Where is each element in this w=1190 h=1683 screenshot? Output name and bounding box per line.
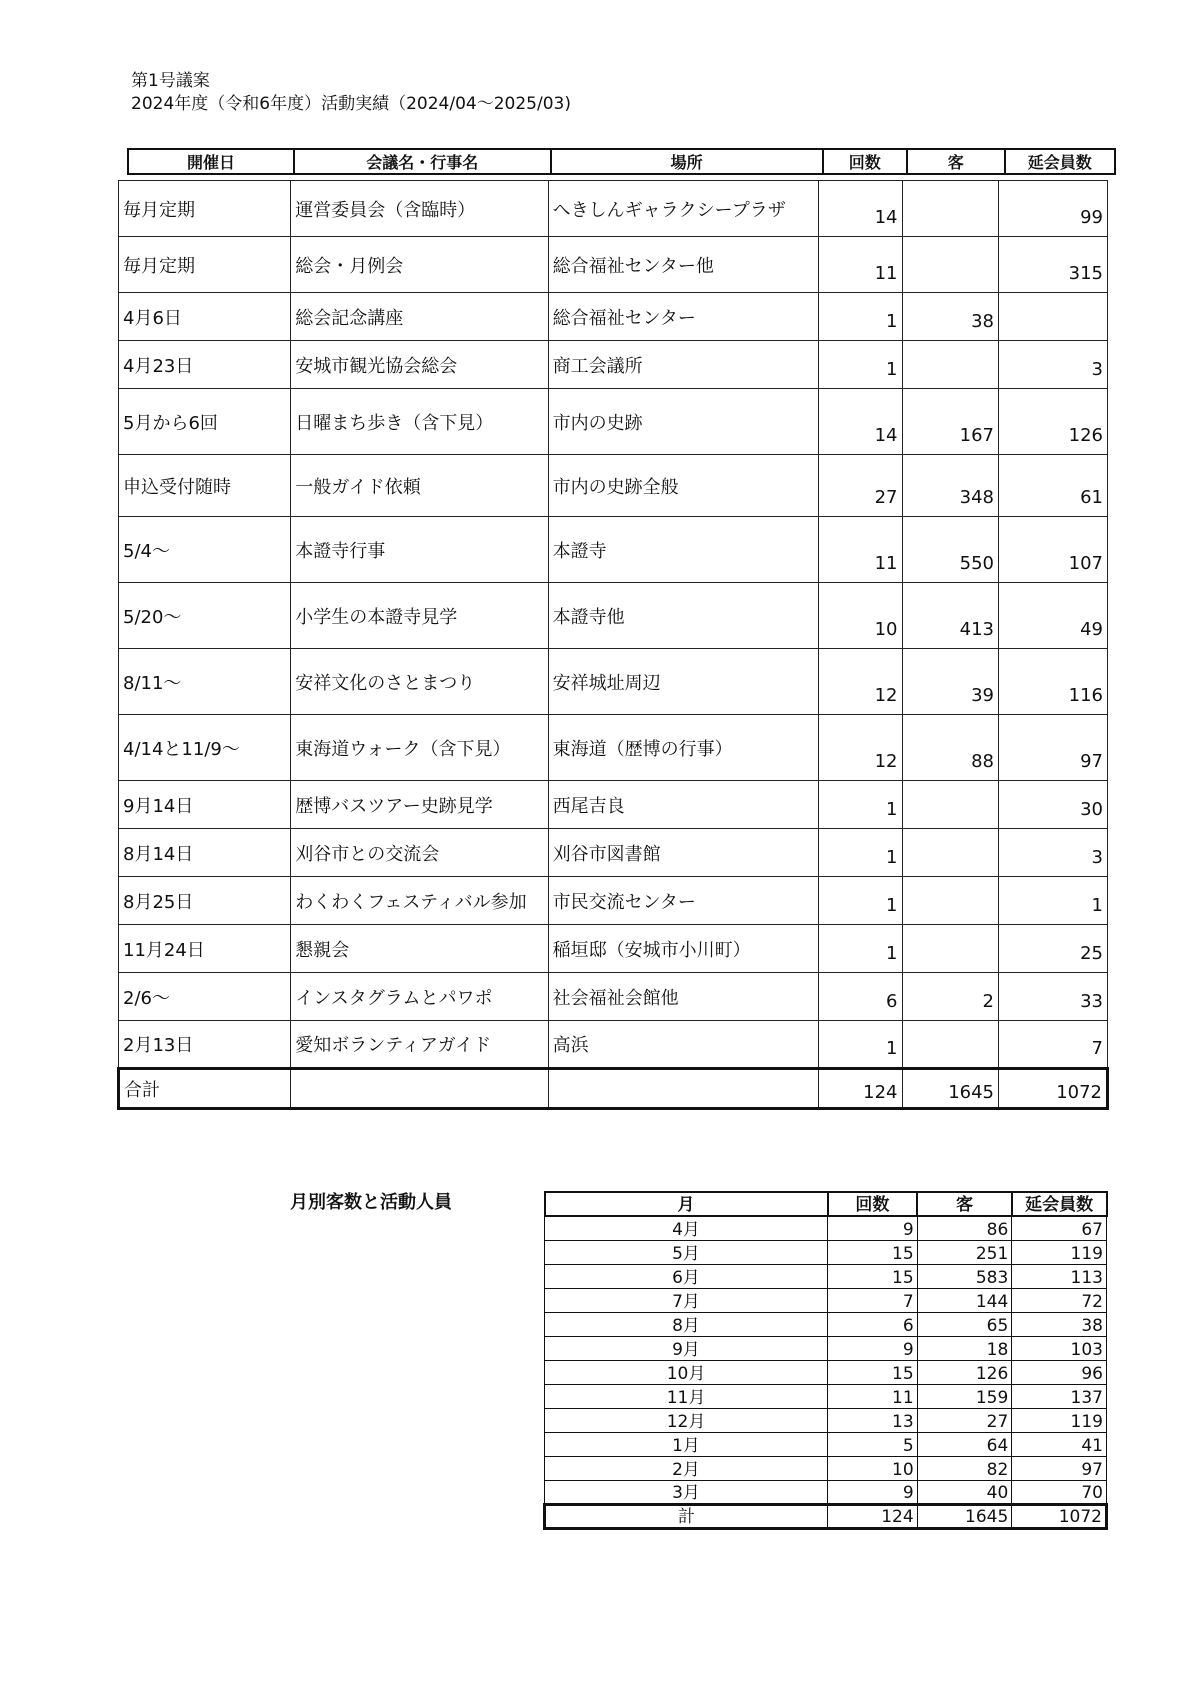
count-cell: 14: [819, 389, 902, 455]
monthly-count-cell: 7: [828, 1288, 918, 1312]
date-cell: 4月23日: [119, 341, 291, 389]
monthly-guests-cell: 64: [917, 1432, 1012, 1456]
count-cell: 12: [819, 715, 902, 781]
monthly-month-cell: 7月: [545, 1288, 828, 1312]
guests-cell: 348: [902, 455, 999, 517]
total-event-name-cell: [291, 1069, 548, 1109]
event-name-cell: 小学生の本證寺見学: [291, 583, 548, 649]
monthly-member-days-cell: 113: [1012, 1264, 1107, 1288]
monthly-member-days-cell: 119: [1012, 1240, 1107, 1264]
guests-cell: [902, 1021, 999, 1069]
activity-row: [119, 925, 1108, 973]
header-count: 回数: [823, 149, 907, 174]
monthly-member-days-cell: 137: [1012, 1384, 1107, 1408]
guests-cell: [902, 237, 999, 293]
monthly-header-row: [545, 1192, 1107, 1216]
monthly-guests-cell: 86: [917, 1216, 1012, 1240]
event-name-cell: わくわくフェスティバル参加: [291, 877, 548, 925]
document-title: 2024年度（令和6年度）活動実績（2024/04～2025/03): [131, 94, 571, 114]
member-days-cell: 61: [999, 455, 1108, 517]
monthly-guests-cell: 27: [917, 1408, 1012, 1432]
count-cell: 1: [819, 877, 902, 925]
member-days-cell: 30: [999, 781, 1108, 829]
member-days-cell: 1: [999, 877, 1108, 925]
venue-cell: 西尾吉良: [548, 781, 819, 829]
monthly-count-cell: 15: [828, 1264, 918, 1288]
count-cell: 1: [819, 781, 902, 829]
total-count-cell: 124: [819, 1069, 902, 1109]
event-name-cell: 日曜まち歩き（含下見）: [291, 389, 548, 455]
event-name-cell: 愛知ボランティアガイド: [291, 1021, 548, 1069]
venue-cell: 総合福祉センター: [548, 293, 819, 341]
venue-cell: 安祥城址周辺: [548, 649, 819, 715]
date-cell: 8月14日: [119, 829, 291, 877]
monthly-count-cell: 6: [828, 1312, 918, 1336]
date-cell: 8/11～: [119, 649, 291, 715]
venue-cell: 本證寺: [548, 517, 819, 583]
date-cell: 毎月定期: [119, 181, 291, 237]
activity-row: [119, 237, 1108, 293]
date-cell: 4/14と11/9～: [119, 715, 291, 781]
activity-row: [119, 583, 1108, 649]
monthly-guests-cell: 144: [917, 1288, 1012, 1312]
activity-row: [119, 781, 1108, 829]
monthly-guests-cell: 126: [917, 1360, 1012, 1384]
member-days-cell: 33: [999, 973, 1108, 1021]
monthly-count-cell: 15: [828, 1240, 918, 1264]
activity-total-row: [119, 1069, 1108, 1109]
monthly-month-cell: 10月: [545, 1360, 828, 1384]
monthly-row: [545, 1360, 1107, 1384]
monthly-count-cell: 15: [828, 1360, 918, 1384]
venue-cell: 総合福祉センター他: [548, 237, 819, 293]
date-cell: 5/4～: [119, 517, 291, 583]
monthly-row: [545, 1480, 1107, 1504]
date-cell: 2/6～: [119, 973, 291, 1021]
total-member-days-cell: 1072: [999, 1069, 1108, 1109]
date-cell: 毎月定期: [119, 237, 291, 293]
activity-row: [119, 877, 1108, 925]
guests-cell: [902, 925, 999, 973]
monthly-total-count-cell: 124: [828, 1504, 918, 1528]
monthly-guests-cell: 159: [917, 1384, 1012, 1408]
member-days-cell: 3: [999, 341, 1108, 389]
monthly-member-days-cell: 38: [1012, 1312, 1107, 1336]
activity-row: [119, 517, 1108, 583]
count-cell: 1: [819, 1021, 902, 1069]
event-name-cell: 安祥文化のさとまつり: [291, 649, 548, 715]
monthly-member-days-cell: 72: [1012, 1288, 1107, 1312]
member-days-cell: 107: [999, 517, 1108, 583]
monthly-month-cell: 11月: [545, 1384, 828, 1408]
count-cell: 1: [819, 293, 902, 341]
count-cell: 1: [819, 925, 902, 973]
activity-row: [119, 389, 1108, 455]
event-name-cell: 総会・月例会: [291, 237, 548, 293]
monthly-guests-cell: 65: [917, 1312, 1012, 1336]
header-date: 開催日: [128, 149, 294, 174]
venue-cell: へきしんギャラクシープラザ: [548, 181, 819, 237]
monthly-row: [545, 1432, 1107, 1456]
event-name-cell: 刈谷市との交流会: [291, 829, 548, 877]
activity-table-header: [127, 148, 1116, 175]
date-cell: 5/20～: [119, 583, 291, 649]
header-venue: 場所: [551, 149, 823, 174]
event-name-cell: 総会記念講座: [291, 293, 548, 341]
activity-header-row: [128, 149, 1115, 174]
monthly-total-row: [545, 1504, 1107, 1528]
activity-table: [117, 180, 1109, 1110]
monthly-month-cell: 1月: [545, 1432, 828, 1456]
monthly-month-cell: 4月: [545, 1216, 828, 1240]
header-guests: 客: [907, 149, 1005, 174]
member-days-cell: 25: [999, 925, 1108, 973]
monthly-member-days-cell: 119: [1012, 1408, 1107, 1432]
date-cell: 4月6日: [119, 293, 291, 341]
guests-cell: 167: [902, 389, 999, 455]
date-cell: 申込受付随時: [119, 455, 291, 517]
monthly-header-count: 回数: [828, 1192, 918, 1216]
guests-cell: 2: [902, 973, 999, 1021]
count-cell: 6: [819, 973, 902, 1021]
count-cell: 14: [819, 181, 902, 237]
activity-row: [119, 829, 1108, 877]
date-cell: 5月から6回: [119, 389, 291, 455]
monthly-row: [545, 1408, 1107, 1432]
monthly-row: [545, 1336, 1107, 1360]
count-cell: 1: [819, 829, 902, 877]
venue-cell: 刈谷市図書館: [548, 829, 819, 877]
guests-cell: [902, 829, 999, 877]
guests-cell: 413: [902, 583, 999, 649]
monthly-member-days-cell: 96: [1012, 1360, 1107, 1384]
page-heading: [131, 70, 571, 116]
monthly-guests-cell: 40: [917, 1480, 1012, 1504]
monthly-month-cell: 9月: [545, 1336, 828, 1360]
count-cell: 27: [819, 455, 902, 517]
activity-row: [119, 973, 1108, 1021]
event-name-cell: 運営委員会（含臨時）: [291, 181, 548, 237]
event-name-cell: インスタグラムとパワポ: [291, 973, 548, 1021]
monthly-total-guests-cell: 1645: [917, 1504, 1012, 1528]
monthly-summary-title: 月別客数と活動人員: [290, 1192, 452, 1213]
venue-cell: 社会福祉会館他: [548, 973, 819, 1021]
monthly-row: [545, 1216, 1107, 1240]
activity-row: [119, 1021, 1108, 1069]
member-days-cell: 315: [999, 237, 1108, 293]
count-cell: 11: [819, 237, 902, 293]
monthly-member-days-cell: 97: [1012, 1456, 1107, 1480]
count-cell: 1: [819, 341, 902, 389]
monthly-guests-cell: 82: [917, 1456, 1012, 1480]
monthly-guests-cell: 251: [917, 1240, 1012, 1264]
activity-row: [119, 341, 1108, 389]
member-days-cell: 7: [999, 1021, 1108, 1069]
date-cell: 8月25日: [119, 877, 291, 925]
monthly-member-days-cell: 70: [1012, 1480, 1107, 1504]
monthly-count-cell: 9: [828, 1336, 918, 1360]
monthly-summary-table: [543, 1191, 1108, 1530]
header-member-days: 延会員数: [1005, 149, 1115, 174]
monthly-guests-cell: 18: [917, 1336, 1012, 1360]
monthly-month-cell: 12月: [545, 1408, 828, 1432]
event-name-cell: 一般ガイド依頼: [291, 455, 548, 517]
monthly-row: [545, 1264, 1107, 1288]
member-days-cell: 49: [999, 583, 1108, 649]
monthly-month-cell: 6月: [545, 1264, 828, 1288]
guests-cell: 39: [902, 649, 999, 715]
monthly-row: [545, 1384, 1107, 1408]
activity-row: [119, 181, 1108, 237]
activity-row: [119, 649, 1108, 715]
venue-cell: 市内の史跡: [548, 389, 819, 455]
activity-row: [119, 455, 1108, 517]
total-guests-cell: 1645: [902, 1069, 999, 1109]
guests-cell: [902, 781, 999, 829]
venue-cell: 市民交流センター: [548, 877, 819, 925]
venue-cell: 本證寺他: [548, 583, 819, 649]
monthly-total-month-cell: 計: [545, 1504, 828, 1528]
monthly-count-cell: 10: [828, 1456, 918, 1480]
guests-cell: 550: [902, 517, 999, 583]
member-days-cell: [999, 293, 1108, 341]
monthly-header-member-days: 延会員数: [1012, 1192, 1107, 1216]
date-cell: 9月14日: [119, 781, 291, 829]
monthly-member-days-cell: 103: [1012, 1336, 1107, 1360]
monthly-header-month: 月: [545, 1192, 828, 1216]
monthly-month-cell: 2月: [545, 1456, 828, 1480]
guests-cell: [902, 877, 999, 925]
guests-cell: [902, 181, 999, 237]
event-name-cell: 東海道ウォーク（含下見）: [291, 715, 548, 781]
total-venue-cell: [548, 1069, 819, 1109]
member-days-cell: 99: [999, 181, 1108, 237]
monthly-row: [545, 1288, 1107, 1312]
monthly-row: [545, 1312, 1107, 1336]
total-date-cell: 合計: [119, 1069, 291, 1109]
monthly-header-guests: 客: [917, 1192, 1012, 1216]
activity-row: [119, 715, 1108, 781]
monthly-member-days-cell: 67: [1012, 1216, 1107, 1240]
venue-cell: 商工会議所: [548, 341, 819, 389]
monthly-count-cell: 9: [828, 1216, 918, 1240]
guests-cell: 88: [902, 715, 999, 781]
venue-cell: 東海道（歴博の行事）: [548, 715, 819, 781]
monthly-count-cell: 9: [828, 1480, 918, 1504]
monthly-month-cell: 3月: [545, 1480, 828, 1504]
monthly-row: [545, 1456, 1107, 1480]
monthly-count-cell: 13: [828, 1408, 918, 1432]
monthly-month-cell: 8月: [545, 1312, 828, 1336]
date-cell: 2月13日: [119, 1021, 291, 1069]
member-days-cell: 126: [999, 389, 1108, 455]
header-event-name: 会議名・行事名: [294, 149, 550, 174]
monthly-month-cell: 5月: [545, 1240, 828, 1264]
monthly-count-cell: 5: [828, 1432, 918, 1456]
monthly-row: [545, 1240, 1107, 1264]
event-name-cell: 歴博バスツアー史跡見学: [291, 781, 548, 829]
count-cell: 11: [819, 517, 902, 583]
event-name-cell: 本證寺行事: [291, 517, 548, 583]
monthly-count-cell: 11: [828, 1384, 918, 1408]
monthly-total-member-days-cell: 1072: [1012, 1504, 1107, 1528]
monthly-member-days-cell: 41: [1012, 1432, 1107, 1456]
guests-cell: [902, 341, 999, 389]
event-name-cell: 懇親会: [291, 925, 548, 973]
agenda-label: 第1号議案: [131, 71, 210, 91]
member-days-cell: 3: [999, 829, 1108, 877]
date-cell: 11月24日: [119, 925, 291, 973]
event-name-cell: 安城市観光協会総会: [291, 341, 548, 389]
guests-cell: 38: [902, 293, 999, 341]
venue-cell: 市内の史跡全般: [548, 455, 819, 517]
member-days-cell: 116: [999, 649, 1108, 715]
activity-row: [119, 293, 1108, 341]
member-days-cell: 97: [999, 715, 1108, 781]
monthly-guests-cell: 583: [917, 1264, 1012, 1288]
count-cell: 12: [819, 649, 902, 715]
venue-cell: 高浜: [548, 1021, 819, 1069]
venue-cell: 稲垣邸（安城市小川町）: [548, 925, 819, 973]
count-cell: 10: [819, 583, 902, 649]
